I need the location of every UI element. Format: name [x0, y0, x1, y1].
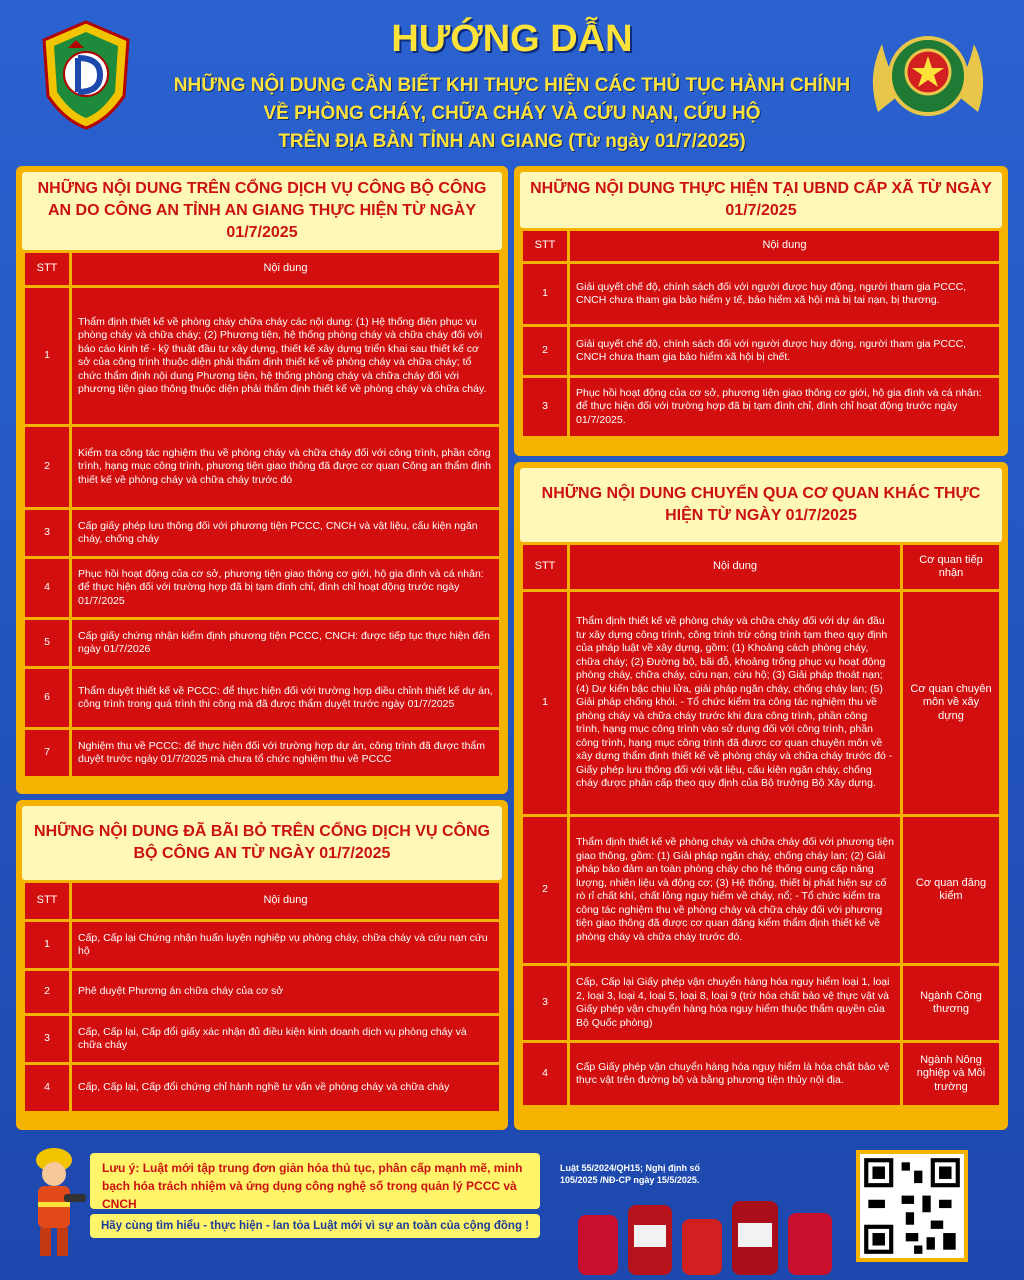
table-row — [25, 510, 499, 556]
panel-bai-bo — [16, 800, 508, 1130]
table-bai-bo — [22, 880, 502, 1114]
slogan-banner: Hãy cùng tìm hiểu - thực hiện - lan tỏa Luật mới vì sự an toàn của cộng đồng ! — [90, 1214, 540, 1238]
row-agency: Ngành Nông nghiệp và Môi trường — [903, 1043, 999, 1105]
row-stt: 2 — [25, 971, 69, 1013]
row-content: Cấp, Cấp lại, Cấp đổi giấy xác nhận đủ điều kiện kinh doanh dịch vụ phòng cháy và chữa cháy — [72, 1016, 499, 1062]
col-content: Nội dung — [570, 231, 999, 261]
row-agency: Ngành Công thương — [903, 966, 999, 1040]
row-content: Thẩm định thiết kế về phòng cháy và chữa cháy đối với dự án đầu tư xây dựng công trình, công trình trừ công trình tạm theo quy định của pháp luật về xây dựng, gồm: (1) Khoảng cách phòng cháy, chữa cháy; (2) Đường bộ, bãi đỗ, khoảng trống phục vụ hoạt động phòng cháy, chữa cháy, cứu nạn, cứu hộ; (3) Giải pháp thoát nạn; (4) Dự kiến bậc chịu lửa, giải pháp ngăn cháy, chống cháy lan; (5) Giải pháp chống khói. - Tổ chức kiểm tra công tác nghiệm thu về phòng cháy và chữa cháy trước khi đưa công trình, phần công trình, hạng mục công trình vào sử dụng đối với công trình, phần công trình, hạng mục công trình đã được cơ quan chuyên môn về xây dựng thẩm định thiết kế về phòng cháy và chữa cháy trước đó - Giấy phép lưu thông đối với vật liệu, cấu kiện ngăn cháy, chống cháy được phân cấp theo quy định của Bộ trưởng Bộ Xây dựng. — [570, 592, 900, 814]
table-row — [25, 620, 499, 666]
table-header-row — [25, 253, 499, 285]
row-stt: 3 — [25, 510, 69, 556]
row-content: Thẩm định thiết kế về phòng cháy và chữa cháy đối với phương tiện giao thông, gồm: (1) Giải pháp ngăn cháy, chống cháy lan; (2) Giải pháp bảo đảm an toàn phòng cháy cho hệ thống cung cấp năng lượng, nhiên liệu và động cơ; (3) Hệ thống, thiết bị phát hiện sự cố rò rỉ chất khí, chất lỏng nguy hiểm về cháy, nổ; - Tổ chức kiểm tra công tác nghiệm thu về phòng cháy và chữa cháy đối với phương tiện giao thông đã được cơ quan đăng kiểm thẩm định thiết kế về phòng cháy và chữa cháy trước đó. — [570, 817, 900, 963]
table-header-row — [523, 231, 999, 261]
table-header-row — [25, 883, 499, 919]
row-stt: 3 — [25, 1016, 69, 1062]
row-stt: 2 — [523, 327, 567, 375]
row-stt: 5 — [25, 620, 69, 666]
row-stt: 1 — [523, 592, 567, 814]
table-row — [25, 730, 499, 776]
table-row — [25, 288, 499, 424]
panel-cong-an-tinh — [16, 166, 508, 794]
table-row — [523, 1043, 999, 1105]
table-ubnd-cap-xa — [520, 228, 1002, 439]
table-row — [523, 817, 999, 963]
row-content: Phục hồi hoạt động của cơ sở, phương tiện giao thông cơ giới, hộ gia đình và cá nhân: để thực hiện đối với trường hợp đã bị tạm đình chỉ, đình chỉ hoạt động trước ngày 01/7/2025 — [72, 559, 499, 617]
table-cong-an-tinh — [22, 250, 502, 779]
fire-police-badge-icon — [38, 18, 134, 130]
row-content: Kiểm tra công tác nghiệm thu về phòng cháy và chữa cháy đối với công trình, phần công trình, hạng mục công trình, phương tiện giao thông đã được cơ quan Công an thẩm định thiết kế về phòng cháy và chữa cháy trước đó — [72, 427, 499, 507]
panel-ubnd-cap-xa — [514, 166, 1008, 456]
table-co-quan-khac — [520, 542, 1002, 1108]
col-stt: STT — [523, 231, 567, 261]
row-content: Cấp Giấy phép vận chuyển hàng hóa nguy hiểm là hóa chất bảo vệ thực vật trên đường bộ và bằng phương tiện thủy nội địa. — [570, 1043, 900, 1105]
row-agency: Cơ quan chuyên môn về xây dựng — [903, 592, 999, 814]
row-stt: 4 — [523, 1043, 567, 1105]
panel-co-quan-khac — [514, 462, 1008, 1130]
header — [0, 0, 1024, 160]
row-content: Cấp, Cấp lại, Cấp đổi chứng chỉ hành nghề tư vấn về phòng cháy và chữa cháy — [72, 1065, 499, 1111]
row-stt: 1 — [25, 922, 69, 968]
table-row — [25, 922, 499, 968]
col-content: Nội dung — [72, 883, 499, 919]
row-content: Phục hồi hoạt động của cơ sở, phương tiện giao thông cơ giới, hộ gia đình và cá nhân: để thực hiện đối với trường hợp đã bị tạm đình chỉ, đình chỉ hoạt động trước ngày 01/7/2025. — [570, 378, 999, 436]
subtitle-line-1: NHỮNG NỘI DUNG CẦN BIẾT KHI THỰC HIỆN CÁC THỦ TỤC HÀNH CHÍNH — [173, 75, 851, 96]
row-stt: 1 — [523, 264, 567, 324]
col-content: Nội dung — [72, 253, 499, 285]
table-header-row — [523, 545, 999, 589]
qr-code-icon — [856, 1150, 968, 1262]
col-stt: STT — [523, 545, 567, 589]
table-row — [523, 378, 999, 436]
row-content: Cấp giấy phép lưu thông đối với phương tiện PCCC, CNCH và vật liệu, cấu kiện ngăn cháy, chống cháy — [72, 510, 499, 556]
panel-title: NHỮNG NỘI DUNG ĐÃ BÃI BỎ TRÊN CỔNG DỊCH VỤ CÔNG BỘ CÔNG AN TỪ NGÀY 01/7/2025 — [22, 806, 502, 880]
row-content: Thẩm duyệt thiết kế về PCCC: để thực hiện đối với trường hợp điều chỉnh thiết kế dự án, công trình trong quá trình thi công mà đã được thẩm duyệt trước ngày 01/7/2025 — [72, 669, 499, 727]
panel-title: NHỮNG NỘI DUNG TRÊN CỔNG DỊCH VỤ CÔNG BỘ CÔNG AN DO CÔNG AN TỈNH AN GIANG THỰC HIỆN TỪ NGÀY 01/7/2025 — [22, 172, 502, 250]
row-stt: 3 — [523, 378, 567, 436]
subtitle-line-3: TRÊN ĐỊA BÀN TỈNH AN GIANG (Từ ngày 01/7/2025) — [278, 131, 746, 152]
table-row — [523, 264, 999, 324]
table-row — [25, 1016, 499, 1062]
col-content: Nội dung — [570, 545, 900, 589]
row-stt: 6 — [25, 669, 69, 727]
page-title: HƯỚNG DẪN — [391, 18, 633, 60]
table-row — [25, 1065, 499, 1111]
table-row — [523, 592, 999, 814]
row-stt: 7 — [25, 730, 69, 776]
table-row — [523, 327, 999, 375]
row-content: Cấp, Cấp lại Chứng nhận huấn luyện nghiệp vụ phòng cháy, chữa cháy và cứu nạn cứu hộ — [72, 922, 499, 968]
law-reference: Luật 55/2024/QH15; Nghị định số 105/2025 /NĐ-CP ngày 15/5/2025. — [560, 1163, 701, 1185]
row-content: Giải quyết chế độ, chính sách đối với người được huy động, người tham gia PCCC, CNCH chưa tham gia bảo hiểm xã hội bị chết. — [570, 327, 999, 375]
police-emblem-icon — [858, 22, 998, 132]
table-row — [25, 669, 499, 727]
row-content: Phê duyệt Phương án chữa cháy của cơ sở — [72, 971, 499, 1013]
row-content: Cấp giấy chứng nhận kiểm định phương tiện PCCC, CNCH: được tiếp tục thực hiện đến ngày 01/7/2026 — [72, 620, 499, 666]
subtitle-line-2: VỀ PHÒNG CHÁY, CHỮA CHÁY VÀ CỨU NẠN, CỨU HỘ — [263, 103, 761, 124]
row-stt: 3 — [523, 966, 567, 1040]
row-agency: Cơ quan đăng kiểm — [903, 817, 999, 963]
table-row — [25, 559, 499, 617]
row-stt: 2 — [25, 427, 69, 507]
row-stt: 1 — [25, 288, 69, 424]
row-stt: 4 — [25, 559, 69, 617]
col-agency: Cơ quan tiếp nhận — [903, 545, 999, 589]
col-stt: STT — [25, 253, 69, 285]
table-row — [523, 966, 999, 1040]
row-content: Nghiệm thu về PCCC: để thực hiện đối với trường hợp dự án, công trình đã được thẩm duyệt trước ngày 01/7/2025 mà chưa tổ chức nghiệm thu về PCCC — [72, 730, 499, 776]
row-stt: 2 — [523, 817, 567, 963]
panel-title: NHỮNG NỘI DUNG THỰC HIỆN TẠI UBND CẤP XÃ TỪ NGÀY 01/7/2025 — [520, 172, 1002, 228]
fire-extinguishers-icon — [570, 1195, 840, 1275]
row-content: Giải quyết chế độ, chính sách đối với người được huy động, người tham gia PCCC, CNCH chưa tham gia bảo hiểm y tế, bảo hiểm xã hội mà bị tai nạn, bị thương. — [570, 264, 999, 324]
row-content: Thẩm định thiết kế về phòng cháy chữa cháy các nội dung: (1) Hệ thống điện phục vụ phòng cháy và chữa cháy; (2) Phương tiện, hệ thống phòng cháy và chữa cháy đối với báo cáo kinh tế - kỹ thuật đầu tư xây dựng, thiết kế xây dựng triển khai sau thiết kế cơ sở của công trình thuộc diện phải thẩm định thiết kế về phòng cháy và chữa cháy; tổ chức thẩm định nội dung Phương tiện, hệ thống phòng cháy và chữa cháy đối với phương tiện giao thông thuộc diện phải thẩm định thiết kế về phòng cháy và chữa cháy. — [72, 288, 499, 424]
table-row — [25, 971, 499, 1013]
panel-title: NHỮNG NỘI DUNG CHUYỂN QUA CƠ QUAN KHÁC THỰC HIỆN TỪ NGÀY 01/7/2025 — [520, 468, 1002, 542]
col-stt: STT — [25, 883, 69, 919]
table-row — [25, 427, 499, 507]
row-content: Cấp, Cấp lại Giấy phép vận chuyển hàng hóa nguy hiểm loại 1, loại 2, loại 3, loại 4, loại 5, loại 8, loại 9 (trừ hóa chất bảo vệ thực vật và Giấy phép vận chuyển hàng hóa nguy hiểm thuộc thẩm quyền của Bộ Quốc phòng) — [570, 966, 900, 1040]
note-box: Lưu ý: Luật mới tập trung đơn giản hóa thủ tục, phân cấp mạnh mẽ, minh bạch hóa trách nhiệm và ứng dụng công nghệ số trong quản lý PCCC và CNCH — [90, 1153, 540, 1209]
firefighter-icon — [18, 1140, 88, 1260]
row-stt: 4 — [25, 1065, 69, 1111]
